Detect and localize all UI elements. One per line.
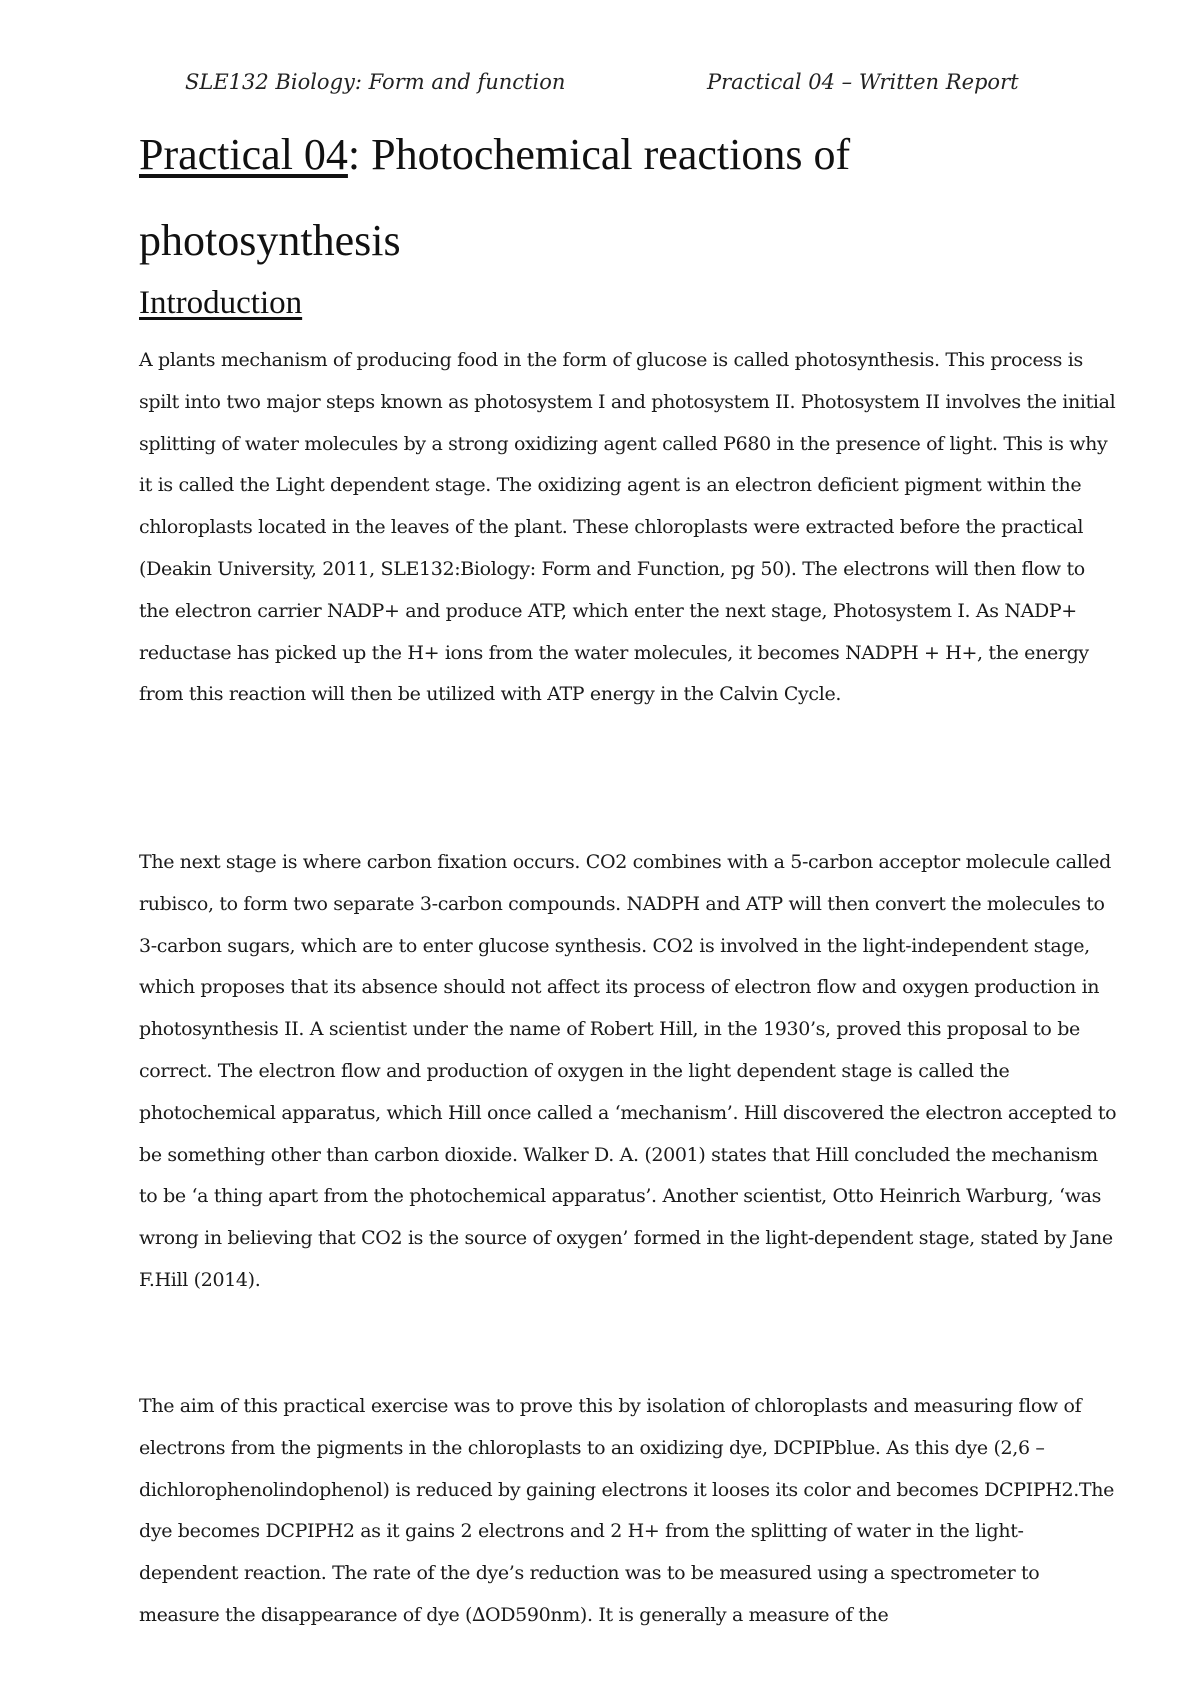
paragraph: The next stage is where carbon fixation occurs. CO2 combines with a 5-carbon acceptor molecule called rubisco, to form two separate 3-carbon compounds. NADPH and ATP will then convert the molecules to 3-carbon sugars, which are to enter glucose synthesis. CO2 is involved in the light-independent stage, which proposes that its absence should not affect its process of electron flow and oxygen production in photosynthesis II. A scientist under the name of Robert Hill, in the 1930’s, proved this proposal to be correct. The electron flow and production of oxygen in the light dependent stage is called the photochemical apparatus, which Hill once called a ‘mechanism’. Hill discovered the electron accepted to be something other than carbon dioxide. Walker D. A. (2001) states that Hill concluded the mechanism to be ‘a thing apart from the photochemical apparatus’. Another scientist, Otto Heinrich Warburg, ‘was wrong in believing that CO2 is the source of oxygen’ formed in the light-dependent stage, stated by Jane F.Hill (2014).: [139, 851, 1117, 1291]
paragraph: A plants mechanism of producing food in the form of glucose is called photosynthesis. This process is spilt into two major steps known as photosystem I and photosystem II. Photosystem II involves the initial splitting of water molecules by a strong oxidizing agent called P680 in the presence of light. This is why it is called the Light dependent stage. The oxidizing agent is an electron deficient pigment within the chloroplasts located in the leaves of the plant. These chloroplasts were extracted before the practical (Deakin University, 2011, SLE132:Biology: Form and Function, pg 50). The electrons will then flow to the electron carrier NADP+ and produce ATP, which enter the next stage, Photosystem I. As NADP+ reductase has picked up the H+ ions from the water molecules, it becomes NADPH + H+, the energy from this reaction will then be utilized with ATP energy in the Calvin Cycle.: [139, 349, 1116, 706]
title-underlined-part: Practical 04: [139, 130, 348, 179]
document-title: [139, 112, 1079, 284]
header-report-title: Practical 04 – Written Report: [707, 70, 1019, 94]
header-course-title: SLE132 Biology: Form and function: [185, 70, 566, 94]
section-heading-introduction: Introduction: [139, 285, 303, 321]
title-rest: : Photochemical reactions of photosynthesis: [139, 130, 851, 265]
paragraph: The aim of this practical exercise was to prove this by isolation of chloroplasts and measuring flow of electrons from the pigments in the chloroplasts to an oxidizing dye, DCPIPblue. As this dye (2,6 – dichlorophenolindophenol) is reduced by gaining electrons it looses its color and becomes DCPIPH2.The dye becomes DCPIPH2 as it gains 2 electrons and 2 H+ from the splitting of water in the light-dependent reaction. The rate of the dye’s reduction was to be measured using a spectrometer to measure the disappearance of dye (∆OD590nm). It is generally a measure of the: [139, 1395, 1115, 1626]
